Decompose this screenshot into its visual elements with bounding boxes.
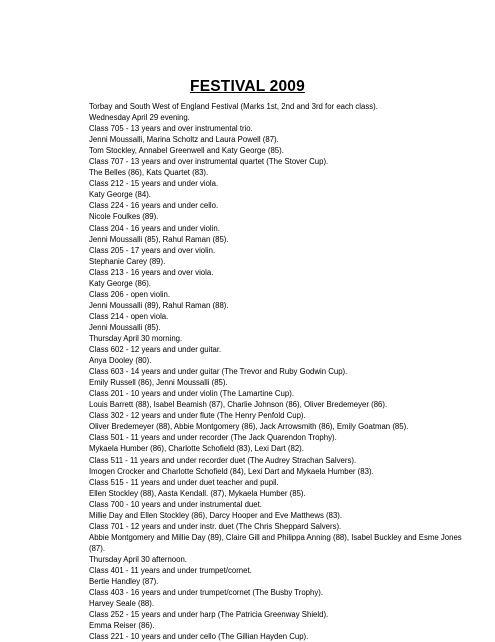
text-line: Oliver Bredemeyer (88), Abbie Montgomery (86), Jack Arrowsmith (86), Emily Goatman (85). (89, 422, 409, 432)
text-line: Class 403 - 16 years and under trumpet/cornet (The Busby Trophy). (89, 588, 324, 598)
text-line: Ellen Stockley (88), Aasta Kendall. (87), Mykaela Humber (85). (89, 488, 306, 498)
text-line: Class 252 - 15 years and under harp (The Patricia Greenway Shield). (89, 610, 329, 620)
text-line: Class 206 - open violin. (89, 289, 171, 299)
text-line: Stephanie Carey (89). (89, 256, 166, 266)
text-line: Mykaela Humber (86), Charlotte Schofield (83), Lexi Dart (82). (89, 444, 304, 454)
text-line: Class 707 - 13 years and over instrumental quartet (The Stover Cup). (89, 157, 329, 167)
text-line: Jenni Moussalli (89), Rahul Raman (88). (89, 300, 229, 310)
text-line: Tom Stockley, Annabel Greenwell and Katy George (85). (89, 146, 284, 156)
text-line: Wednesday April 29 evening. (89, 113, 190, 123)
text-line: Torbay and South West of England Festival (Marks 1st, 2nd and 3rd for each class). (89, 102, 378, 111)
text-line: Emma Reiser (86). (89, 621, 155, 631)
document-body (89, 101, 474, 642)
text-line: Class 201 - 10 years and under violin (The Lamartine Cup). (89, 389, 294, 399)
text-line: Class 214 - open viola. (89, 311, 169, 321)
text-line: Class 302 - 12 years and under flute (The Henry Penfold Cup). (89, 411, 306, 421)
text-line: Class 205 - 17 years and over violin. (89, 245, 216, 255)
text-line: Bertie Handley (87). (89, 577, 159, 587)
text-line: Emily Russell (86), Jenni Moussalli (85). (89, 378, 228, 388)
text-line: Class 511 - 11 years and under recorder duet (The Audrey Strachan Salvers). (89, 455, 357, 465)
text-line: Class 603 - 14 years and under guitar (The Trevor and Ruby Godwin Cup). (89, 367, 348, 377)
text-line: Class 515 - 11 years and under duet teacher and pupil. (89, 477, 279, 487)
text-line: Millie Day and Ellen Stockley (86), Darcy Hooper and Eve Matthews (83). (89, 510, 343, 520)
text-line: Louis Barrett (88), Isabel Beamish (87), Charlie Johnson (86), Oliver Bredemeyer (86). (89, 400, 388, 410)
text-line: Katy George (86). (89, 278, 151, 288)
text-line: Nicole Foulkes (89). (89, 212, 159, 222)
text-line: Thursday April 30 afternoon. (89, 554, 187, 564)
text-line: Class 213 - 16 years and over viola. (89, 267, 214, 277)
text-line: Imogen Crocker and Charlotte Schofield (84), Lexi Dart and Mykaela Humber (83). (89, 466, 374, 476)
text-line: Class 705 - 13 years and over instrumental trio. (89, 124, 253, 134)
text-line: Class 501 - 11 years and under recorder (The Jack Quarendon Trophy). (89, 433, 337, 443)
text-line: Anya Dooley (80). (89, 356, 152, 366)
text-line: The Belles (86), Kats Quartet (83). (89, 168, 209, 178)
text-line: Class 401 - 11 years and under trumpet/cornet. (89, 565, 252, 575)
text-line: Abbie Montgomery and Millie Day (89), Claire Gill and Philippa Anning (88), Isabel Buckley and Esme Jones (87). (89, 532, 462, 553)
text-line: Class 224 - 16 years and under cello. (89, 201, 219, 211)
text-line: Katy George (84). (89, 190, 151, 200)
text-line: Jenni Moussalli (85). (89, 322, 161, 332)
text-line: Thursday April 30 morning. (89, 333, 183, 343)
text-line: Class 602 - 12 years and under guitar. (89, 345, 222, 355)
document-title: FESTIVAL 2009 (190, 78, 305, 95)
text-line: Harvey Seale (88). (89, 599, 155, 609)
text-line: Jenni Moussalli, Marina Scholtz and Laura Powell (87). (89, 135, 279, 145)
text-line: Class 204 - 16 years and under violin. (89, 223, 220, 233)
text-line: Jenni Moussalli (85), Rahul Raman (85). (89, 234, 229, 244)
text-line: Class 700 - 10 years and under instrumental duet. (89, 499, 262, 509)
text-line: Class 221 - 10 years and under cello (The Gillian Hayden Cup). (89, 632, 309, 642)
text-line: Class 701 - 12 years and under instr. duet (The Chris Sheppard Salvers). (89, 521, 342, 531)
text-line: Class 212 - 15 years and under viola. (89, 179, 219, 189)
